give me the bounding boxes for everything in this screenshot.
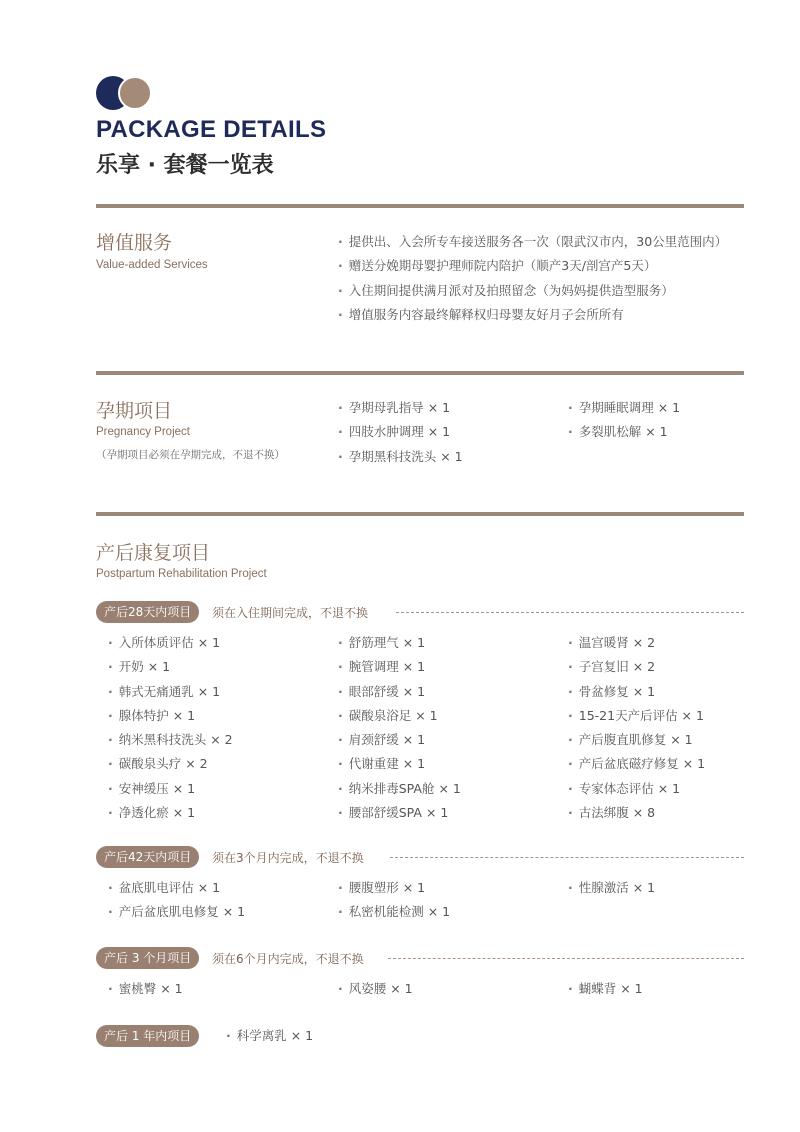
list-item: · 入所体质评估 × 1 — [108, 631, 233, 655]
list-item: · 蝴蝶背 × 1 — [568, 977, 643, 1001]
list-item: · 增值服务内容最终解释权归母婴友好月子会所所有 — [338, 303, 727, 327]
postpartum-subtitle: Postpartum Rehabilitation Project — [96, 568, 267, 580]
postpartum-title: 产后康复项目 — [96, 542, 211, 564]
list-item: · 舒筋理气 × 1 — [338, 631, 461, 655]
value-added-list — [338, 230, 727, 327]
logo-tan-dot — [118, 76, 152, 110]
section-divider — [96, 204, 744, 208]
list-item: · 骨盆修复 × 1 — [568, 680, 705, 704]
group-badge-28-days: 产后28天内项目 — [96, 601, 199, 623]
group-28-col1 — [108, 631, 233, 825]
group-badge-3-months: 产后 3 个月项目 — [96, 947, 199, 969]
group-3m-col2 — [338, 977, 413, 1001]
pregnancy-subtitle: Pregnancy Project — [96, 426, 190, 438]
list-item: · 碳酸泉浴足 × 1 — [338, 704, 461, 728]
list-item: · 孕期睡眠调理 × 1 — [568, 396, 680, 420]
list-item: · 腰部舒缓SPA × 1 — [338, 801, 461, 825]
dashed-divider — [390, 857, 744, 858]
pregnancy-title: 孕期项目 — [96, 400, 173, 422]
list-item: · 风姿腰 × 1 — [338, 977, 413, 1001]
group-condition: 须在3个月内完成，不退不换 — [212, 851, 364, 865]
pregnancy-list-col2 — [568, 396, 680, 445]
list-item: · 产后腹直肌修复 × 1 — [568, 728, 705, 752]
list-item: · 入住期间提供满月派对及拍照留念（为妈妈提供造型服务） — [338, 279, 727, 303]
list-item: · 腺体特护 × 1 — [108, 704, 233, 728]
dashed-divider — [388, 958, 744, 959]
list-item: · 眼部舒缓 × 1 — [338, 680, 461, 704]
list-item: · 安神缓压 × 1 — [108, 777, 233, 801]
list-item: · 纳米排毒SPA舱 × 1 — [338, 777, 461, 801]
list-item: · 专家体态评估 × 1 — [568, 777, 705, 801]
list-item: · 韩式无痛通乳 × 1 — [108, 680, 233, 704]
page-title-zh: 乐享 · 套餐一览表 — [96, 153, 274, 178]
dashed-divider — [396, 612, 744, 613]
group-1y-list — [226, 1024, 313, 1048]
list-item: · 私密机能检测 × 1 — [338, 900, 450, 924]
list-item: · 肩颈舒缓 × 1 — [338, 728, 461, 752]
group-badge-42-days: 产后42天内项目 — [96, 846, 199, 868]
group-28-col3 — [568, 631, 705, 825]
list-item: · 蜜桃臀 × 1 — [108, 977, 183, 1001]
list-item: · 科学离乳 × 1 — [226, 1024, 313, 1048]
list-item: · 四肢水肿调理 × 1 — [338, 420, 463, 444]
value-added-title: 增值服务 — [96, 232, 173, 254]
group-28-col2 — [338, 631, 461, 825]
group-badge-1-year: 产后 1 年内项目 — [96, 1025, 199, 1047]
list-item: · 盆底肌电评估 × 1 — [108, 876, 245, 900]
list-item: · 代谢重建 × 1 — [338, 752, 461, 776]
section-divider — [96, 512, 744, 516]
group-condition: 须在6个月内完成，不退不换 — [212, 952, 364, 966]
group-3m-col1 — [108, 977, 183, 1001]
group-42-col3 — [568, 876, 655, 900]
value-added-subtitle: Value-added Services — [96, 259, 208, 271]
list-item: · 碳酸泉头疗 × 2 — [108, 752, 233, 776]
pregnancy-note: （孕期项目必须在孕期完成，不退不换） — [96, 449, 285, 461]
list-item: · 性腺激活 × 1 — [568, 876, 655, 900]
list-item: · 古法绑腹 × 8 — [568, 801, 705, 825]
group-42-col1 — [108, 876, 245, 925]
list-item: · 纳米黑科技洗头 × 2 — [108, 728, 233, 752]
list-item: · 腕管调理 × 1 — [338, 655, 461, 679]
brand-logo-dots — [96, 76, 156, 110]
section-divider — [96, 371, 744, 375]
pregnancy-list-col1 — [338, 396, 463, 469]
list-item: · 净透化瘀 × 1 — [108, 801, 233, 825]
group-42-col2 — [338, 876, 450, 925]
list-item: · 提供出、入会所专车接送服务各一次（限武汉市内，30公里范围内） — [338, 230, 727, 254]
list-item: · 孕期母乳指导 × 1 — [338, 396, 463, 420]
list-item: · 产后盆底肌电修复 × 1 — [108, 900, 245, 924]
list-item: · 赠送分娩期母婴护理师院内陪护（顺产3天/剖宫产5天） — [338, 254, 727, 278]
page-title-en: PACKAGE DETAILS — [96, 116, 327, 143]
list-item: · 多裂肌松解 × 1 — [568, 420, 680, 444]
list-item: · 孕期黑科技洗头 × 1 — [338, 445, 463, 469]
list-item: · 产后盆底磁疗修复 × 1 — [568, 752, 705, 776]
list-item: · 开奶 × 1 — [108, 655, 233, 679]
list-item: · 子宫复旧 × 2 — [568, 655, 705, 679]
list-item: · 15-21天产后评估 × 1 — [568, 704, 705, 728]
list-item: · 温宫暖肾 × 2 — [568, 631, 705, 655]
list-item: · 腰腹塑形 × 1 — [338, 876, 450, 900]
group-3m-col3 — [568, 977, 643, 1001]
group-condition: 须在入住期间完成，不退不换 — [212, 606, 369, 620]
